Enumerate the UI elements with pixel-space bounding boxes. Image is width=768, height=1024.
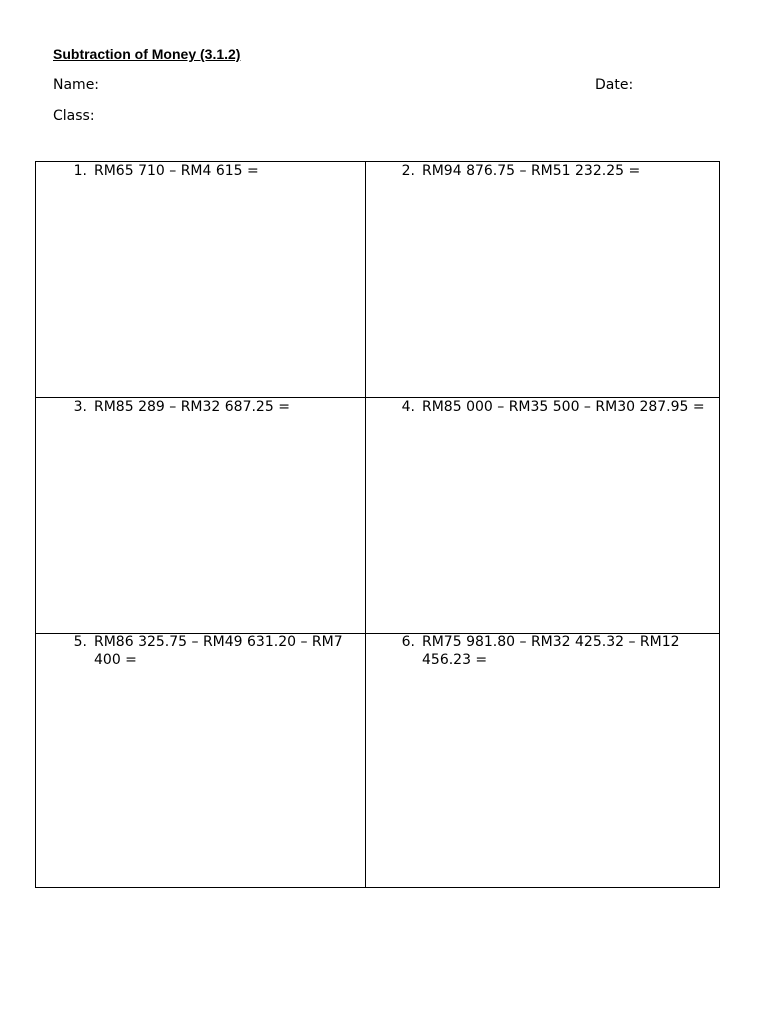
question-number: 5.	[73, 634, 87, 650]
question-number: 4.	[401, 399, 415, 415]
question-text: RM65 710 – RM4 615 =	[94, 163, 259, 179]
grid-divider-vertical	[365, 162, 366, 887]
name-label: Name:	[53, 77, 100, 93]
question-6	[393, 633, 713, 669]
question-number: 6.	[401, 634, 415, 650]
question-5	[65, 633, 365, 669]
question-number: 1.	[73, 163, 87, 179]
question-number: 2.	[401, 163, 415, 179]
question-text: RM75 981.80 – RM32 425.32 – RM12 456.23 =	[422, 634, 680, 668]
question-grid	[35, 161, 720, 888]
date-label: Date:	[595, 77, 634, 93]
question-3	[65, 398, 365, 416]
worksheet-title: Subtraction of Money (3.1.2)	[53, 46, 241, 62]
question-text: RM85 000 – RM35 500 – RM30 287.95 =	[422, 399, 705, 415]
question-4	[393, 398, 713, 416]
question-text: RM86 325.75 – RM49 631.20 – RM7 400 =	[94, 634, 343, 668]
question-1	[65, 162, 365, 180]
class-label: Class:	[53, 108, 95, 124]
question-text: RM94 876.75 – RM51 232.25 =	[422, 163, 641, 179]
question-number: 3.	[73, 399, 87, 415]
question-text: RM85 289 – RM32 687.25 =	[94, 399, 290, 415]
question-2	[393, 162, 713, 180]
